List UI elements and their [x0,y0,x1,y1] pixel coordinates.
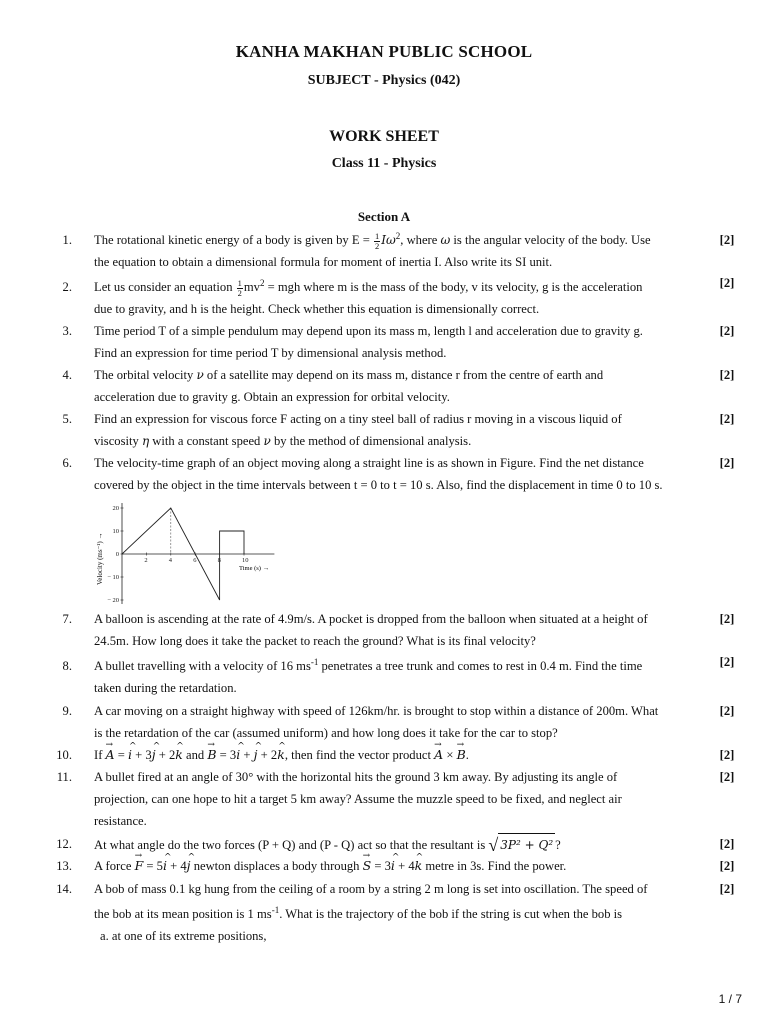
class-line: Class 11 - Physics [331,156,437,171]
question-text: Find an expression for viscous force F acting on a tiny steel ball of radius r moving in a viscous liquid of viscosity η with a constant speed ν by the method of dimensional analysis. [94,412,622,448]
marks: [2] [719,233,735,247]
question-number: 8. [62,659,72,673]
symbol-I: I [381,233,386,247]
q1-text-a: The rotational kinetic energy of a body is given by E = [94,233,373,247]
x-tick-label: 8 [217,557,221,564]
x-tick-label: 4 [168,557,173,564]
question-number: 7. [62,612,72,626]
question-text: A car moving on a straight highway with speed of 126km/hr. is brought to stop within a distance of 200m. What is the retardation of the car (assumed uniform) and how long does it take for the car to stop? [94,704,659,740]
symbol-omega: ω [385,233,396,247]
question-text: The orbital velocity ν of a satellite may depend on its mass m, distance r from the centre of earth and acceleration due to gravity g. Obtain an expression for orbital velocity. [94,368,604,404]
marks: [2] [719,324,735,338]
question-text: A bob of mass 0.1 kg hung from the ceiling of a room by a string 2 m long is set into oscillation. The speed of the bob at its mean position is 1 $ms^{-1}$. What is the trajectory of the bob if the string is cut when the bob is [94,882,648,921]
y-tick-label: 10 [112,528,119,535]
x-tick-label: 10 [242,557,249,564]
question-number: 5. [62,412,72,426]
marks: [2] [719,276,735,290]
vector-F: → F [135,855,144,877]
marks: [2] [719,704,735,718]
y-tick-label: 20 [112,505,119,512]
question-text: A force → F = 5^ i + 4^ j newton displaces a body through → S = 3^ i + 4^ k metre in 3s. Find the power. [94,855,706,877]
marks: [2] [719,612,735,626]
vector-B: → B [207,744,216,766]
question-text: The velocity-time graph of an object moving along a straight line is as shown in Figure. Find the net distance covered by the object in the time intervals between t = 0 to t = 10 s. Also, find the displacement in time 0 to 10 s. [94,456,663,492]
y-tick-label: − 20 [107,597,119,604]
marks: [2] [719,882,735,896]
q1-text-line2: the equation to obtain a dimensional formula for moment of inertia I. Also write its SI unit. [94,255,553,269]
y-tick-label: 0 [115,551,119,558]
fraction: $\frac{1}{2}$ [374,230,380,251]
fraction: $\frac{1}{2}$ [237,277,242,298]
sqrt-symbol: √ [488,835,499,855]
question-number: 12. [56,837,72,851]
marks: [2] [719,412,735,426]
x-tick-label: 6 [193,557,197,564]
question-number: 10. [56,748,72,762]
question-text: Let us consider an equation $\frac{1}{2}$ $mv^2$ = mgh where m is the mass of the body, v its velocity, g is the acceleration due to gravity, and h is the height. Check whether this equation is dimensionally correct. [94,277,643,316]
marks: [2] [719,837,735,851]
y-tick-label: − 10 [107,574,119,581]
section-heading: Section A [357,209,411,224]
marks: [2] [719,655,735,669]
marks: [2] [719,859,735,873]
marks: [2] [719,748,735,762]
question-number: 2. [62,280,72,294]
question-number: 1. [62,233,72,247]
question-text: A bullet fired at an angle of 30° with the horizontal hits the ground 3 km away. By adjusting its angle of projection, can one hope to hit a target 5 km away? Assume the muzzle speed to be fixed, and neglect air resistance. [94,770,622,828]
symbol-nu: ν [196,368,204,382]
marks: [2] [719,368,735,382]
question-number: 6. [62,456,72,470]
y-axis-label: Velocity (ms⁻¹) → [96,532,104,585]
question-text: A balloon is ascending at the rate of 4.9m/s. A pocket is dropped from the balloon when situated at a height of 24.5m. How long does it take the packet to reach the ground? What is its final velocity? [94,612,648,648]
question-number: 11. [56,770,72,784]
x-tick-label: 2 [144,557,148,564]
question-number: 14. [56,882,72,896]
question-number: 4. [62,368,72,382]
question-number: 9. [62,704,72,718]
marks: [2] [719,770,735,784]
graph-axes [122,503,274,604]
page-number: 1 / 7 [718,992,742,1006]
subject-line: SUBJECT - Physics (042) [307,73,461,88]
worksheet-title: WORK SHEET [329,128,439,145]
x-axis-label: Time (s) → [239,565,270,572]
vector-S: → S [363,855,372,877]
marks: [2] [719,456,735,470]
question-number: 13. [56,859,72,873]
school-name: KANHA MAKHAN PUBLIC SCHOOL [235,42,533,61]
question-text: If → A = ^ i + 3^ j + 2^ k and → B = 3^ i + ^ j + 2^ k, then find the vector product → A × → B. [94,744,706,766]
question-text: A bullet travelling with a velocity of 16 $ms^{-1}$ penetrates a tree trunk and comes to rest in 0.4 m. Find the time taken during the retardation. [94,656,643,695]
velocity-time-graph [92,497,292,609]
sqrt-expression: 3P² + Q² [498,833,555,856]
question-text: Time period T of a simple pendulum may depend upon its mass m, length l and acceleration due to gravity g. Find an expression for time period T by dimensional analysis method. [94,324,643,360]
symbol-eta: η [141,434,150,448]
question-text: At what angle do the two forces (P + Q) and (P - Q) act so that the resultant is √ 3P² + Q² ? [94,835,561,855]
sub-item-a: a. at one of its extreme positions, [100,929,267,943]
vector-A: → A [106,744,115,766]
question-text: The rotational kinetic energy of a body is given by E = $\frac{1}{2}$ $I\omega^2$, where ω is the angular velocity of the body. Use the equation to obtain a dimensional formula for moment of inertia I. Also write its SI unit. [94,230,651,269]
question-number: 3. [62,324,72,338]
